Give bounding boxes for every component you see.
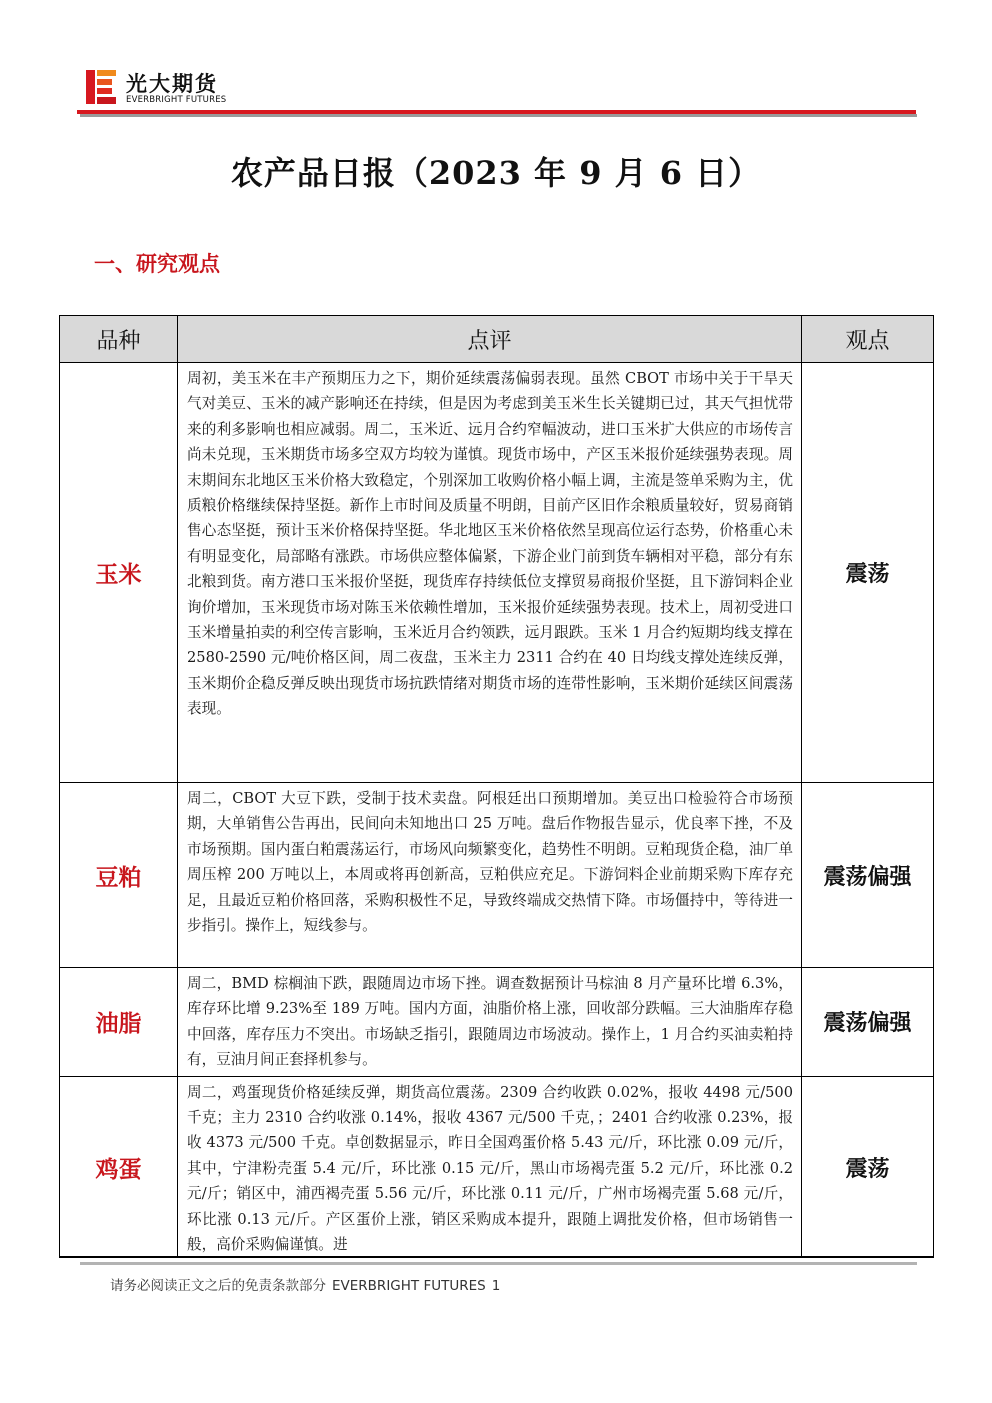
table-row-soybean-meal [60, 783, 934, 968]
document-title: 农产品日报（2023 年 9 月 6 日） [230, 154, 762, 192]
footer-divider [80, 1262, 917, 1265]
view-cell: 震荡偏强 [802, 968, 934, 1077]
table-row-eggs [60, 1076, 934, 1258]
comment-cell: 周二，BMD 棕榈油下跌，跟随周边市场下挫。调查数据预计马棕油 8 月产量环比增 6.3%，库存环比增 9.23%至 189 万吨。国内方面，油脂价格上涨，回收部分跌幅。三大油脂库存稳中回落，库存压力不突出。市场缺乏指引，跟随周边市场波动。操作上，1 月合约买油卖粕持有，豆油月间正套择机参与。 [178, 968, 802, 1077]
research-view-table [59, 315, 934, 1258]
variety-cell: 玉米 [60, 363, 178, 783]
header-view: 观点 [802, 316, 934, 363]
page-footer [110, 1274, 506, 1294]
variety-cell: 油脂 [60, 968, 178, 1077]
table-row-corn [60, 363, 934, 783]
page-number: 1 [491, 1278, 501, 1294]
comment-cell: 周二，鸡蛋现货价格延续反弹，期货高位震荡。2309 合约收跌 0.02%，报收 4498 元/500 千克；主力 2310 合约收涨 0.14%，报收 4367 元/500 千克，；2401 合约收涨 0.23%，报收 4373 元/500 千克。卓创数据显示，昨日全国鸡蛋价格 5.43 元/斤，环比涨 0.09 元/斤，其中，宁津粉壳蛋 5.4 元/斤，环比涨 0.15 元/斤，黑山市场褐壳蛋 5.2 元/斤，环比涨 0.2 元/斤；销区中，浦西褐壳蛋 5.56 元/斤，环比涨 0.11 元/斤，广州市场褐壳蛋 5.68 元/斤，环比涨 0.13 元/斤。产区蛋价上涨，销区采购成本提升，跟随上调批发价格，但市场销售一般，高价采购偏谨慎。进 [178, 1076, 802, 1258]
footer-disclaimer: 请务必阅读正文之后的免责条款部分 [110, 1278, 326, 1294]
footer-company: EVERBRIGHT FUTURES [332, 1278, 486, 1294]
table-bottom-border [59, 1256, 933, 1258]
logo-chinese-name: 光大期货 [126, 72, 218, 96]
table-header-row [60, 316, 934, 363]
table-row-oils [60, 968, 934, 1077]
company-logo [86, 68, 256, 108]
comment-cell: 周二，CBOT 大豆下跌，受制于技术卖盘。阿根廷出口预期增加。美豆出口检验符合市场预期，大单销售公告再出，民间向未知地出口 25 万吨。盘后作物报告显示，优良率下挫，不及市场预期。国内蛋白粕震荡运行，市场风向频繁变化，趋势性不明朗。豆粕现货企稳，油厂单周压榨 200 万吨以上，本周或将再创新高，豆粕供应充足。下游饲料企业前期采购下库存充足，且最近豆粕价格回落，采购积极性不足，导致终端成交热情下降。市场僵持中，等待进一步指引。操作上，短线参与。 [178, 783, 802, 968]
section-heading: 一、研究观点 [94, 251, 220, 276]
logo-mark-icon [86, 70, 116, 104]
logo-english-name: EVERBRIGHT FUTURES [126, 95, 227, 105]
view-cell: 震荡偏强 [802, 783, 934, 968]
header-comment: 点评 [178, 316, 802, 363]
comment-cell: 周初，美玉米在丰产预期压力之下，期价延续震荡偏弱表现。虽然 CBOT 市场中关于干旱天气对美豆、玉米的减产影响还在持续，但是因为考虑到美玉米生长关键期已过，其天气担忧带来的利多影响也相应减弱。周二，玉米近、远月合约窄幅波动，进口玉米扩大供应的市场传言尚未兑现，玉米期货市场多空双方均较为谨慎。现货市场中，产区玉米报价延续强势表现。周末期间东北地区玉米价格大致稳定，个别深加工收购价格小幅上调，主流是签单采购为主，优质粮价格继续保持坚挺。新作上市时间及质量不明朗，目前产区旧作余粮质量较好，贸易商销售心态坚挺，预计玉米价格保持坚挺。华北地区玉米价格依然呈现高位运行态势，价格重心未有明显变化，局部略有涨跌。市场供应整体偏紧，下游企业门前到货车辆相对平稳，部分有东北粮到货。南方港口玉米报价坚挺，现货库存持续低位支撑贸易商报价坚挺，且下游饲料企业询价增加，玉米现货市场对陈玉米依赖性增加，玉米报价延续强势表现。技术上，周初受进口玉米增量拍卖的利空传言影响，玉米近月合约领跌，远月跟跌。玉米 1 月合约短期均线支撑在 2580-2590 元/吨价格区间，周二夜盘，玉米主力 2311 合约在 40 日均线支撑处连续反弹，玉米期价企稳反弹反映出现货市场抗跌情绪对期货市场的连带性影响，玉米期价延续区间震荡表现。 [178, 363, 802, 783]
variety-cell: 鸡蛋 [60, 1076, 178, 1258]
header-divider-shadow [80, 114, 917, 117]
view-cell: 震荡 [802, 1076, 934, 1258]
header-variety: 品种 [60, 316, 178, 363]
view-cell: 震荡 [802, 363, 934, 783]
variety-cell: 豆粕 [60, 783, 178, 968]
